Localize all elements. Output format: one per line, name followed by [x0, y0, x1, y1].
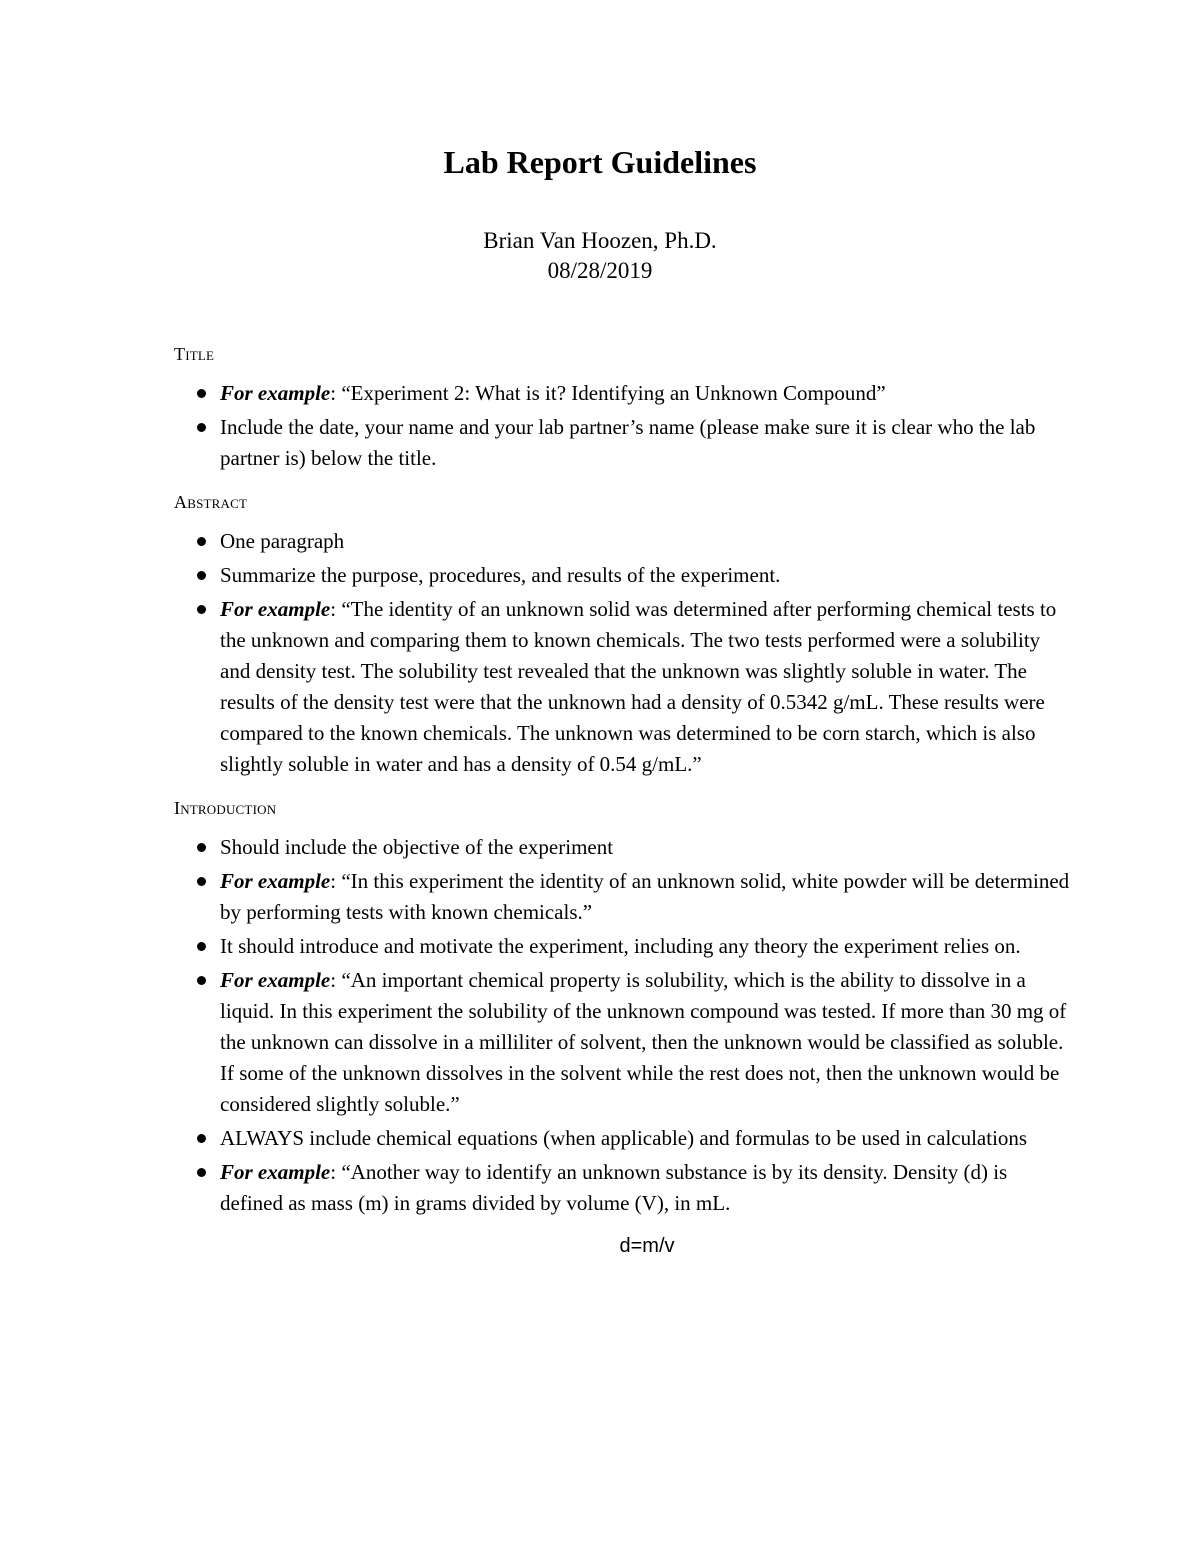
example-label: For example	[220, 597, 331, 621]
list-item	[174, 526, 1074, 557]
list-item	[174, 1157, 1074, 1219]
bullet-icon	[197, 942, 206, 951]
list-item	[174, 560, 1074, 591]
bullet-icon	[197, 389, 206, 398]
list-item	[174, 1123, 1074, 1154]
section-heading-title: Title	[174, 344, 215, 364]
list-item-text: : “Experiment 2: What is it? Identifying an Unknown Compound”	[330, 381, 886, 405]
bullet-icon	[197, 843, 206, 852]
introduction-list	[174, 832, 1074, 1219]
list-item-text: ALWAYS include chemical equations (when applicable) and formulas to be used in calculations	[220, 1126, 1028, 1150]
example-label: For example	[220, 968, 331, 992]
document-date: 08/28/2019	[547, 258, 653, 283]
list-item	[174, 866, 1074, 928]
bullet-icon	[197, 1134, 206, 1143]
section-title	[174, 340, 1074, 474]
list-item	[174, 378, 1074, 409]
bullet-icon	[197, 605, 206, 614]
section-introduction	[174, 794, 1074, 1261]
example-label: For example	[220, 869, 331, 893]
list-item	[174, 965, 1074, 1120]
list-item-text: Should include the objective of the experiment	[220, 835, 614, 859]
document-title: Lab Report Guidelines	[443, 144, 757, 180]
density-equation: d=m/v	[619, 1235, 675, 1257]
section-heading-abstract: Abstract	[174, 492, 248, 512]
list-item-text: : “An important chemical property is solubility, which is the ability to dissolve in a liquid. In this experiment the solubility of the unknown compound was tested. If more than 30 mg of the unknown can dissolve in a milliliter of solvent, then the unknown would be classified as soluble. If some of the unknown dissolves in the solvent while the rest does not, then the unknown would be considered slightly soluble.”	[220, 968, 1067, 1116]
list-item-text: : “In this experiment the identity of an unknown solid, white powder will be determined by performing tests with known chemicals.”	[220, 869, 1070, 924]
list-item-text: It should introduce and motivate the experiment, including any theory the experiment relies on.	[220, 934, 1021, 958]
section-heading-introduction: Introduction	[174, 798, 277, 818]
list-item-text: : “The identity of an unknown solid was determined after performing chemical tests to the unknown and comparing them to known chemicals. The two tests performed were a solubility and density test. The solubility test revealed that the unknown was slightly soluble in water. The results of the density test were that the unknown had a density of 0.5342 g/mL. These results were compared to the known chemicals. The unknown was determined to be corn starch, which is also slightly soluble in water and has a density of 0.54 g/mL.”	[220, 597, 1057, 776]
title-list	[174, 378, 1074, 474]
section-abstract	[174, 488, 1074, 780]
bullet-icon	[197, 537, 206, 546]
abstract-list	[174, 526, 1074, 780]
example-label: For example	[220, 381, 331, 405]
bullet-icon	[197, 877, 206, 886]
list-item-text: Summarize the purpose, procedures, and results of the experiment.	[220, 563, 781, 587]
bullet-icon	[197, 976, 206, 985]
list-item-text: Include the date, your name and your lab partner’s name (please make sure it is clear who the lab partner is) below the title.	[220, 415, 1036, 470]
list-item-text: : “Another way to identify an unknown substance is by its density. Density (d) is defined as mass (m) in grams divided by volume (V), in mL.	[220, 1160, 1008, 1215]
document-body	[174, 340, 1074, 1261]
list-item	[174, 832, 1074, 863]
document-author: Brian Van Hoozen, Ph.D.	[483, 228, 717, 253]
list-item	[174, 594, 1074, 780]
bullet-icon	[197, 423, 206, 432]
bullet-icon	[197, 1168, 206, 1177]
example-label: For example	[220, 1160, 331, 1184]
list-item	[174, 931, 1074, 962]
list-item	[174, 412, 1074, 474]
bullet-icon	[197, 571, 206, 580]
list-item-text: One paragraph	[220, 529, 345, 553]
